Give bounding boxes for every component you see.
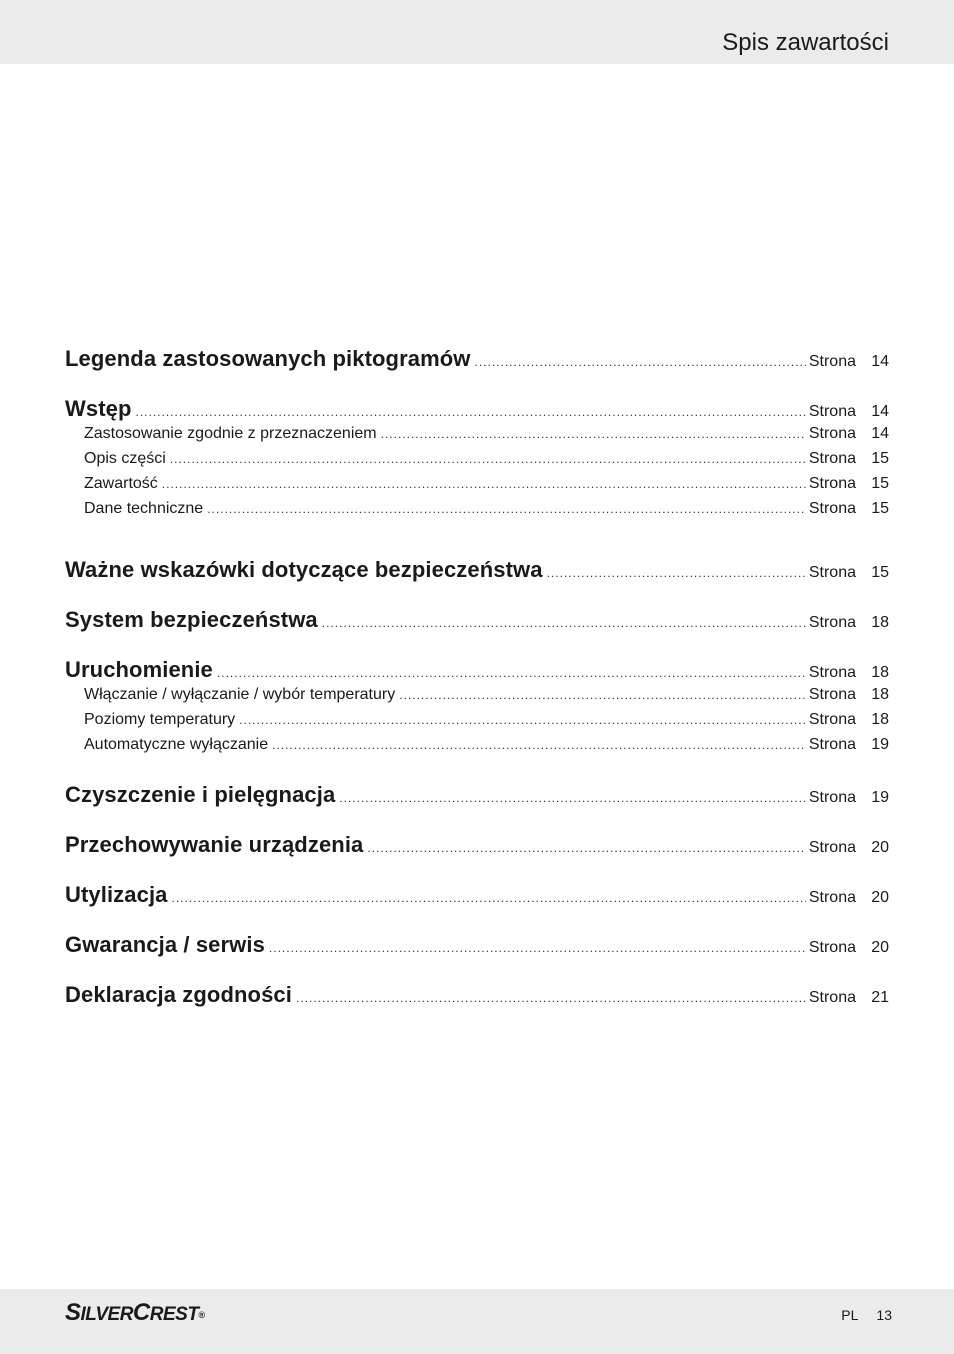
toc-page-label: Strona [808, 614, 856, 631]
page-number: 13 [876, 1307, 892, 1323]
dot-leader [547, 566, 806, 580]
toc-page-label: Strona [808, 664, 856, 681]
language-code: PL [841, 1307, 859, 1323]
toc-entry-title: Deklaracja zgodności [65, 982, 292, 1007]
toc-entry[interactable] [65, 832, 889, 858]
dot-leader [207, 502, 806, 516]
toc-entry[interactable] [65, 782, 889, 808]
toc-page-number: 21 [871, 989, 889, 1006]
toc-page-label: Strona [808, 939, 856, 956]
toc-page-number: 14 [871, 353, 889, 370]
toc-entry[interactable] [65, 607, 889, 633]
toc-page-label: Strona [808, 353, 856, 370]
toc-page-label: Strona [808, 403, 856, 420]
toc-entry-title: Ważne wskazówki dotyczące bezpieczeństwa [65, 557, 543, 582]
footer-page-info [841, 1305, 892, 1325]
dot-leader [217, 666, 806, 680]
toc-page-number: 18 [871, 664, 889, 681]
toc-entry-title: Poziomy temperatury [84, 711, 236, 728]
toc-subentry[interactable] [84, 450, 889, 468]
toc-page-label: Strona [808, 889, 856, 906]
toc-page-label: Strona [808, 475, 856, 492]
dot-leader [162, 477, 806, 491]
toc-page-label: Strona [808, 989, 856, 1006]
toc-page-number: 14 [871, 425, 889, 442]
toc-entry-title: Dane techniczne [84, 500, 204, 517]
toc-page-number: 14 [871, 403, 889, 420]
dot-leader [296, 991, 806, 1005]
dot-leader [172, 891, 806, 905]
toc-page-number: 20 [871, 889, 889, 906]
toc-entry[interactable] [65, 932, 889, 958]
toc-entry-title: Utylizacja [65, 882, 168, 907]
toc-page-number: 15 [871, 450, 889, 467]
toc-entry[interactable] [65, 346, 889, 372]
brand-logo: SILVERCREST® [65, 1299, 205, 1326]
toc-entry-title: Wstęp [65, 396, 132, 421]
toc-entry-title: Włączanie / wyłączanie / wybór temperatury [84, 686, 396, 703]
toc-entry-title: Przechowywanie urządzenia [65, 832, 364, 857]
toc-subentry[interactable] [84, 686, 889, 704]
toc-subentry[interactable] [84, 475, 889, 493]
toc-page-number: 20 [871, 839, 889, 856]
dot-leader [272, 738, 806, 752]
toc-subentry[interactable] [84, 736, 889, 754]
toc-page-number: 20 [871, 939, 889, 956]
toc-entry-title: Zastosowanie zgodnie z przeznaczeniem [84, 425, 377, 442]
toc-page-label: Strona [808, 450, 856, 467]
toc-entry-title: Opis części [84, 450, 166, 467]
toc-entry[interactable] [65, 982, 889, 1008]
toc-subentry[interactable] [84, 425, 889, 443]
toc-page-number: 15 [871, 475, 889, 492]
toc-entry-title: Uruchomienie [65, 657, 213, 682]
toc-page-number: 18 [871, 614, 889, 631]
toc-page-label: Strona [808, 500, 856, 517]
toc-page-number: 19 [871, 789, 889, 806]
toc-page-number: 15 [871, 564, 889, 581]
dot-leader [399, 688, 806, 702]
dot-leader [339, 791, 806, 805]
dot-leader [170, 452, 806, 466]
dot-leader [381, 427, 806, 441]
toc-entry-title: System bezpieczeństwa [65, 607, 318, 632]
toc-page-number: 18 [871, 711, 889, 728]
toc-entry[interactable] [65, 882, 889, 908]
toc-subentry[interactable] [84, 500, 889, 518]
toc-page-label: Strona [808, 839, 856, 856]
toc-entry-title: Automatyczne wyłączanie [84, 736, 269, 753]
toc-page-number: 18 [871, 686, 889, 703]
toc-page-number: 19 [871, 736, 889, 753]
toc-entry[interactable] [65, 557, 889, 583]
toc-page-label: Strona [808, 789, 856, 806]
toc-page-label: Strona [808, 711, 856, 728]
toc-entry-title: Legenda zastosowanych piktogramów [65, 346, 471, 371]
page-title: Spis zawartości [722, 29, 889, 56]
toc-page-label: Strona [808, 686, 856, 703]
toc-page-label: Strona [808, 425, 856, 442]
dot-leader [322, 616, 806, 630]
toc-page-label: Strona [808, 736, 856, 753]
toc-entry[interactable] [65, 657, 889, 683]
toc-entry-title: Zawartość [84, 475, 158, 492]
header-band [0, 0, 954, 64]
dot-leader [475, 355, 806, 369]
toc-entry-title: Gwarancja / serwis [65, 932, 265, 957]
toc-page-label: Strona [808, 564, 856, 581]
dot-leader [367, 841, 805, 855]
toc-entry[interactable] [65, 396, 889, 422]
dot-leader [269, 941, 806, 955]
dot-leader [136, 405, 806, 419]
toc-subentry[interactable] [84, 711, 889, 729]
toc-entry-title: Czyszczenie i pielęgnacja [65, 782, 336, 807]
toc-page-number: 15 [871, 500, 889, 517]
dot-leader [239, 713, 806, 727]
